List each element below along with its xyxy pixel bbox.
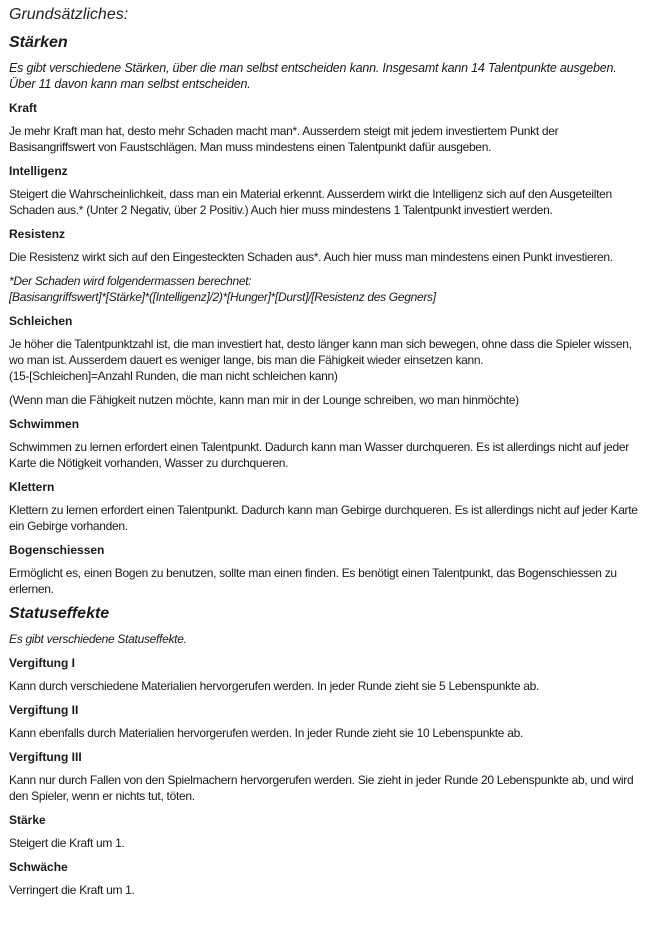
text-bogenschiessen: Ermöglicht es, einen Bogen zu benutzen, sollte man einen finden. Es benötigt einen Talentpunkt, das Bogenschiessen zu erlernen. [9,566,617,596]
text-status-effect: Kann ebenfalls durch Materialien hervorgerufen werden. In jeder Runde zieht sie 10 Lebenspunkte ab. [9,726,523,740]
text-klettern: Klettern zu lernen erfordert einen Talentpunkt. Dadurch kann man Gebirge durchqueren. Es ist allerdings nicht auf jeder Karte ein Gebirge vorhanden. [9,503,638,533]
note-schleichen: (Wenn man die Fähigkeit nutzen möchte, kann man mir in der Lounge schreiben, wo man hinmöchte) [9,393,519,407]
text-schleichen-formula: (15-[Schleichen]=Anzahl Runden, die man nicht schleichen kann) [9,369,338,383]
text-status-effect: Kann nur durch Fallen von den Spielmachern hervorgerufen werden. Sie zieht in jeder Runde 20 Lebenspunkte ab, und wird den Spieler, wenn er nichts tut, töten. [9,773,634,803]
text-resistenz: Die Resistenz wirkt sich auf den Eingesteckten Schaden aus*. Auch hier muss man mindestens einen Punkt investieren. [9,250,613,264]
heading-bogenschiessen: Bogenschiessen [9,543,105,557]
heading-resistenz: Resistenz [9,227,66,241]
section-intro: Es gibt verschiedene Stärken, über die man selbst entscheiden kann. Insgesamt kann 14 Talentpunkte ausgeben. Über 11 davon kann man selbst entscheiden. [9,61,617,91]
heading-status-effect: Vergiftung II [9,703,79,717]
text-schleichen-main: Je höher die Talentpunktzahl ist, die man investiert hat, desto länger kann man sich bewegen, ohne dass die Spieler wissen, wo man ist. Ausserdem dauert es weniger lange, bis man die Fähigkeit wieder einsetzen kann. [9,337,632,367]
heading-intelligenz: Intelligenz [9,164,68,178]
text-status-effect: Verringert die Kraft um 1. [9,883,135,897]
status-intro: Es gibt verschiedene Statuseffekte. [9,632,187,646]
heading-schwimmen: Schwimmen [9,417,80,431]
footnote-line: *Der Schaden wird folgendermassen berechnet: [9,274,252,288]
heading-kraft: Kraft [9,101,38,115]
text-status-effect: Steigert die Kraft um 1. [9,836,125,850]
section-heading-staerken: Stärken [9,34,68,51]
heading-status-effect: Stärke [9,813,46,827]
heading-status-effect: Schwäche [9,860,68,874]
heading-klettern: Klettern [9,480,55,494]
damage-formula: [Basisangriffswert]*[Stärke]*([Intelligenz]/2)*[Hunger]*[Durst]/[Resistenz des Gegners] [9,290,436,304]
section-heading-statuseffekte: Statuseffekte [9,605,110,622]
heading-status-effect: Vergiftung I [9,656,75,670]
text-schwimmen: Schwimmen zu lernen erfordert einen Talentpunkt. Dadurch kann man Wasser durchqueren. Es ist allerdings nicht auf jeder Karte die Nötigkeit vorhanden, Wasser zu durchqueren. [9,440,629,470]
damage-footnote [9,273,641,305]
text-schleichen [9,336,641,384]
text-intelligenz: Steigert die Wahrscheinlichkeit, dass man ein Material erkennt. Ausserdem wirkt die Intelligenz sich auf den Ausgeteilten Schaden aus.* (Unter 2 Negativ, über 2 Positiv.) Auch hier muss mindestens 1 Talentpunkt investiert werden. [9,187,612,217]
document-title: Grundsätzliches: [9,6,129,23]
heading-status-effect: Vergiftung III [9,750,82,764]
heading-schleichen: Schleichen [9,314,73,328]
text-status-effect: Kann durch verschiedene Materialien hervorgerufen werden. In jeder Runde zieht sie 5 Lebenspunkte ab. [9,679,540,693]
text-kraft: Je mehr Kraft man hat, desto mehr Schaden macht man*. Ausserdem steigt mit jedem investiertem Punkt der Basisangriffswert von Faustschlägen. Man muss mindestens einen Talentpunkt dafür ausgeben. [9,124,559,154]
